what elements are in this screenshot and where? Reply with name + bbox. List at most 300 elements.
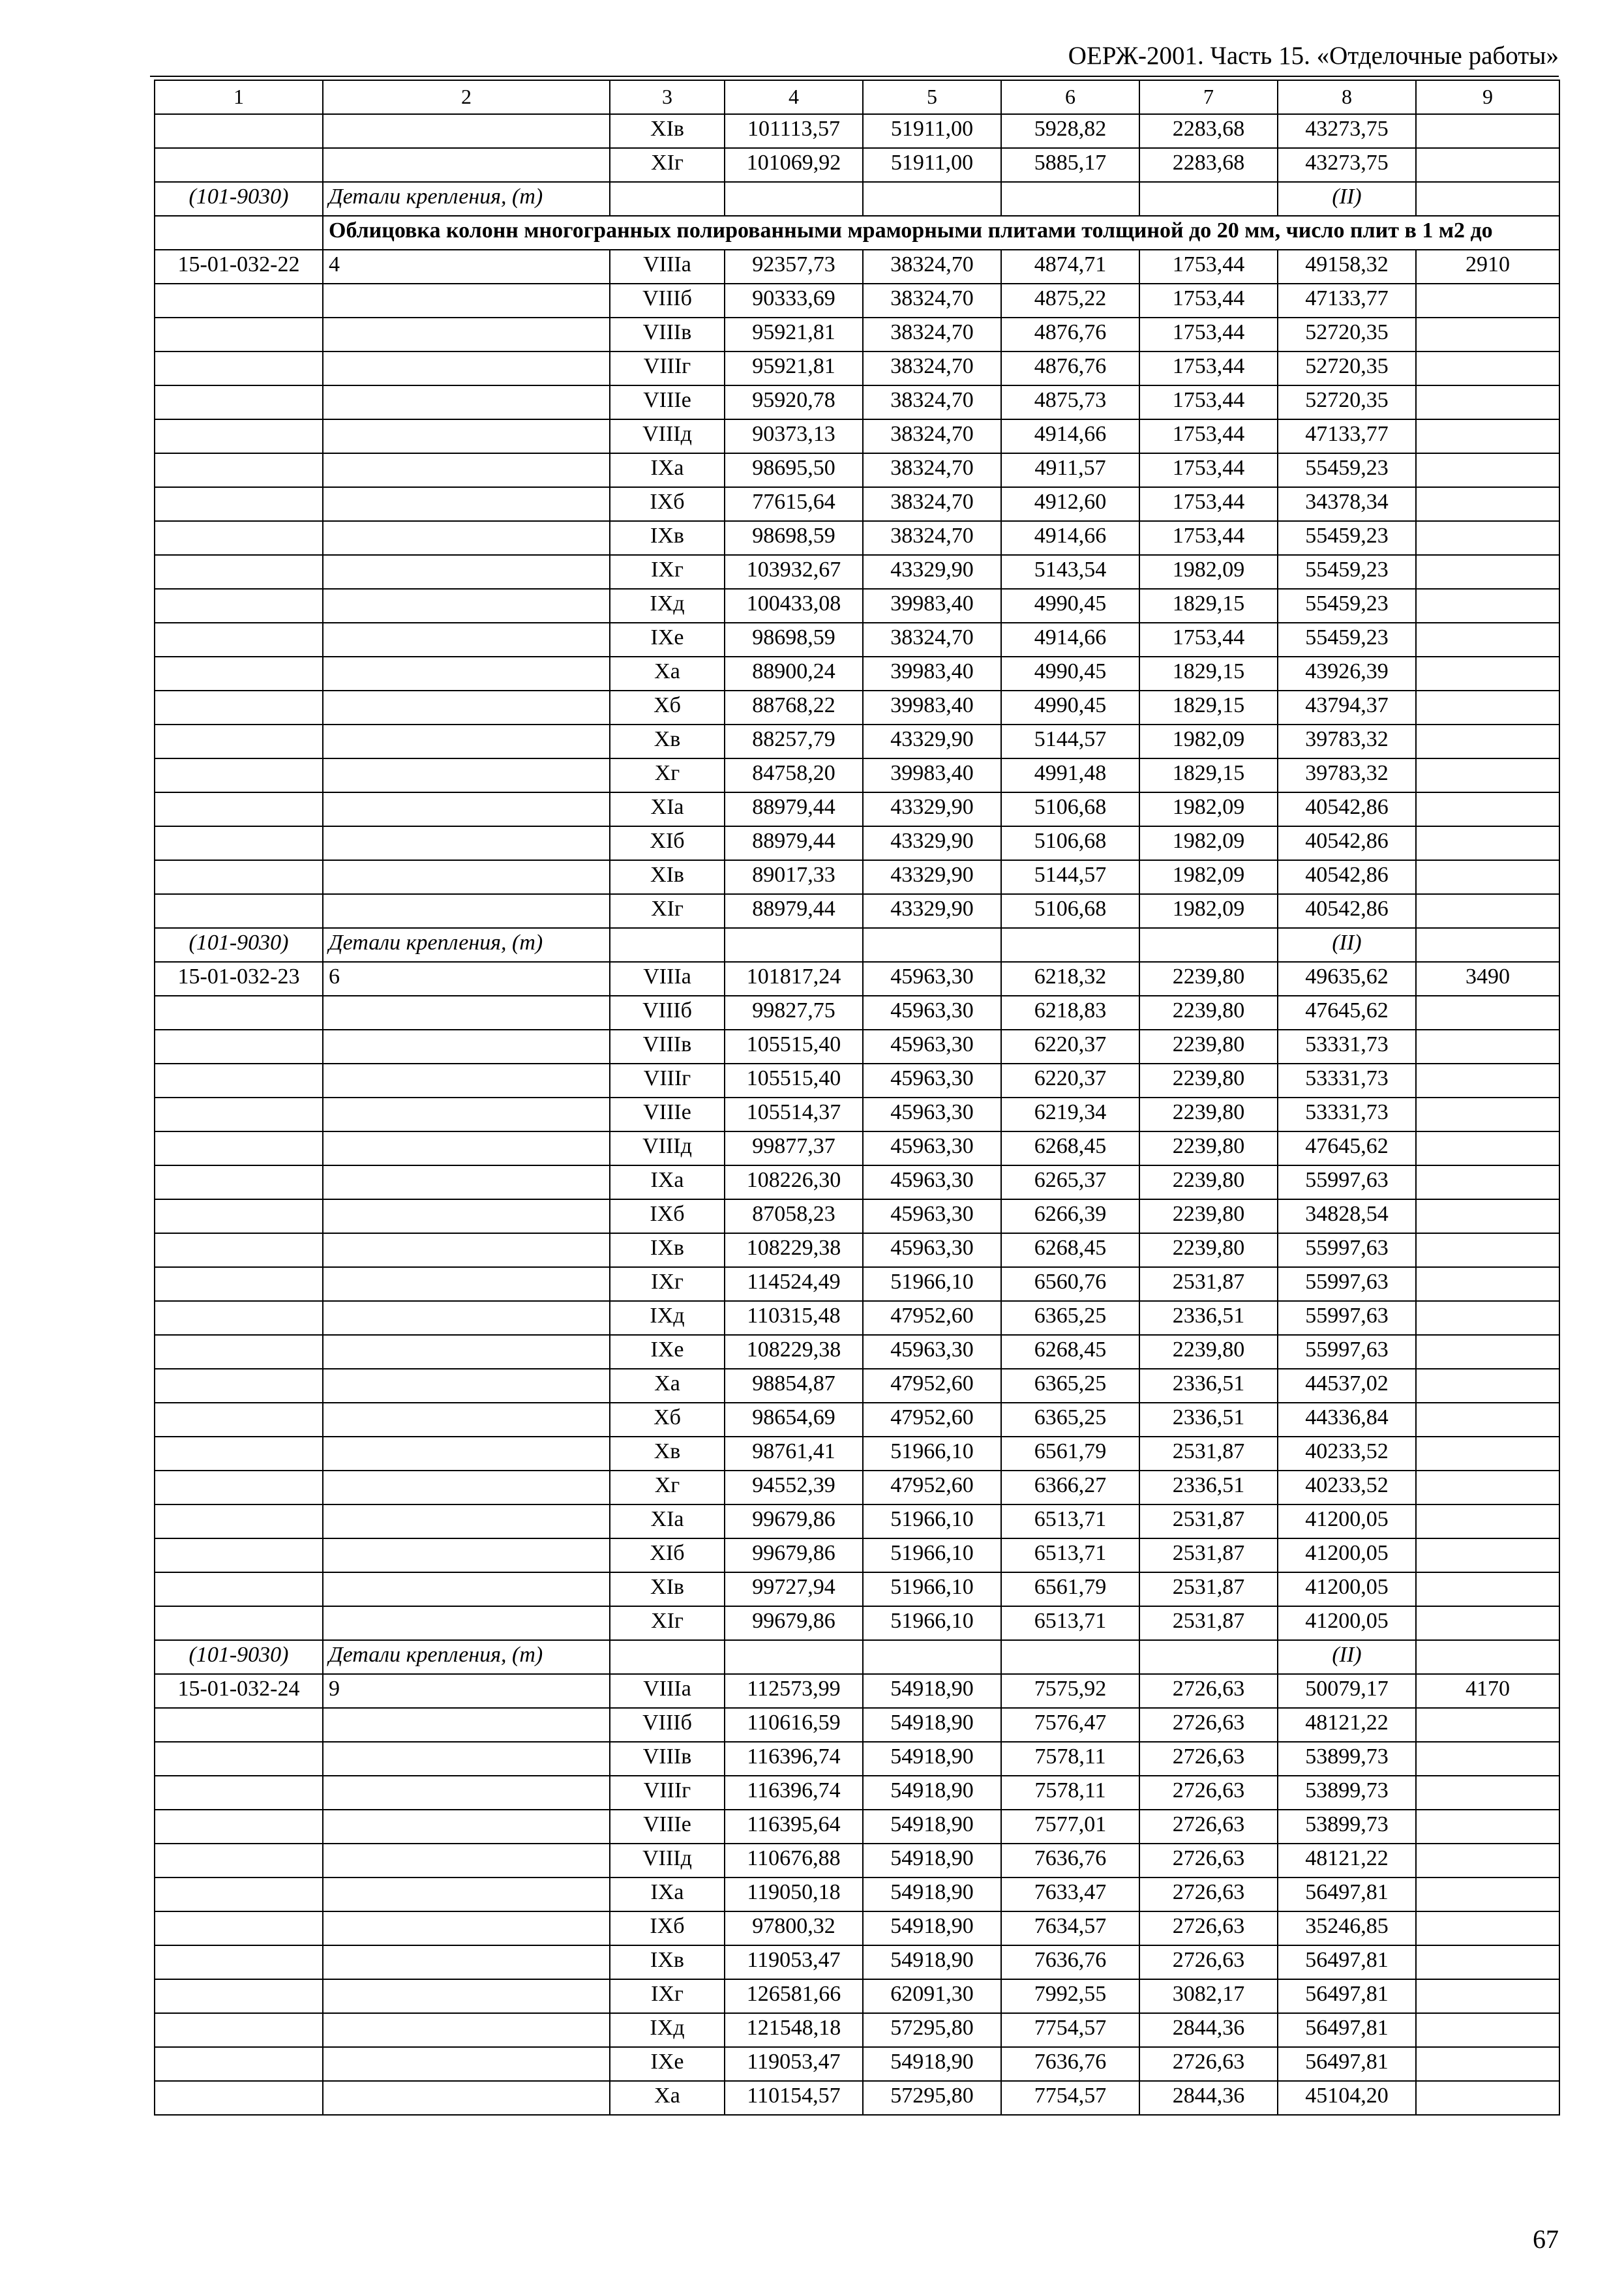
value-cell: 45963,30 xyxy=(863,1165,1001,1199)
value-cell: 52720,35 xyxy=(1278,318,1416,352)
zone-cell: VIIIг xyxy=(610,1776,725,1810)
value-cell: 2726,63 xyxy=(1139,1844,1278,1878)
value-cell: 105514,37 xyxy=(725,1098,863,1131)
value-cell: 51966,10 xyxy=(863,1504,1001,1538)
value-cell: 56497,81 xyxy=(1278,2013,1416,2047)
value-cell: 1982,09 xyxy=(1139,725,1278,758)
last-cell xyxy=(1416,826,1559,860)
last-cell xyxy=(1416,792,1559,826)
value-cell: 4990,45 xyxy=(1001,657,1139,691)
value-cell xyxy=(863,1640,1001,1674)
value-cell: 87058,23 xyxy=(725,1199,863,1233)
table-row xyxy=(155,352,1559,385)
code-cell xyxy=(155,419,323,453)
value-cell: 95921,81 xyxy=(725,318,863,352)
value-cell: 54918,90 xyxy=(863,1911,1001,1945)
page-number: 67 xyxy=(1533,2224,1559,2254)
value-cell: 116396,74 xyxy=(725,1742,863,1776)
value-cell: 38324,70 xyxy=(863,521,1001,555)
value-cell: 1753,44 xyxy=(1139,521,1278,555)
zone-cell: VIIIд xyxy=(610,1844,725,1878)
value-cell: 77615,64 xyxy=(725,487,863,521)
value-cell: 110676,88 xyxy=(725,1844,863,1878)
zone-cell: XIв xyxy=(610,860,725,894)
value-cell: 6218,32 xyxy=(1001,962,1139,996)
last-cell xyxy=(1416,1301,1559,1335)
value-cell: 1753,44 xyxy=(1139,623,1278,657)
value-cell: 45963,30 xyxy=(863,1064,1001,1098)
code-cell xyxy=(155,148,323,182)
last-cell xyxy=(1416,352,1559,385)
last-cell xyxy=(1416,1064,1559,1098)
code-cell xyxy=(155,1572,323,1606)
table-row xyxy=(155,1098,1559,1131)
value-cell: 5106,68 xyxy=(1001,894,1139,928)
value-cell: 2726,63 xyxy=(1139,1742,1278,1776)
value-cell: 53899,73 xyxy=(1278,1776,1416,1810)
last-cell xyxy=(1416,1165,1559,1199)
value-cell: 121548,18 xyxy=(725,2013,863,2047)
table-row xyxy=(155,1030,1559,1064)
table-row xyxy=(155,1165,1559,1199)
zone-cell: IXг xyxy=(610,1979,725,2013)
value-cell: 47952,60 xyxy=(863,1301,1001,1335)
code-cell xyxy=(155,1233,323,1267)
value-cell: 35246,85 xyxy=(1278,1911,1416,1945)
value-cell: 39783,32 xyxy=(1278,758,1416,792)
table-row xyxy=(155,1233,1559,1267)
value-cell xyxy=(1139,1640,1278,1674)
value-cell: 54918,90 xyxy=(863,2047,1001,2081)
value-cell: 38324,70 xyxy=(863,284,1001,318)
value-cell: 2726,63 xyxy=(1139,1674,1278,1708)
zone-cell: IXв xyxy=(610,1233,725,1267)
last-cell xyxy=(1416,725,1559,758)
table-row xyxy=(155,1538,1559,1572)
zone-cell: Xг xyxy=(610,758,725,792)
value-cell: 38324,70 xyxy=(863,453,1001,487)
value-cell: 54918,90 xyxy=(863,1945,1001,1979)
value-cell: 2239,80 xyxy=(1139,1064,1278,1098)
zone-cell: IXд xyxy=(610,589,725,623)
value-cell: 56497,81 xyxy=(1278,1878,1416,1911)
value-cell: 55997,63 xyxy=(1278,1233,1416,1267)
code-cell xyxy=(155,792,323,826)
section-title-row xyxy=(155,216,1559,250)
value-cell: 2283,68 xyxy=(1139,148,1278,182)
table-row xyxy=(155,521,1559,555)
code-cell xyxy=(155,453,323,487)
code-cell xyxy=(155,487,323,521)
zone-cell: VIIIе xyxy=(610,385,725,419)
code-cell xyxy=(155,623,323,657)
plates-cell xyxy=(323,589,610,623)
plates-cell xyxy=(323,2047,610,2081)
plates-cell xyxy=(323,1708,610,1742)
value-cell: 5885,17 xyxy=(1001,148,1139,182)
value-cell: 1753,44 xyxy=(1139,487,1278,521)
value-cell: 99727,94 xyxy=(725,1572,863,1606)
plates-cell xyxy=(323,2013,610,2047)
value-cell: 98698,59 xyxy=(725,521,863,555)
value-cell: 1753,44 xyxy=(1139,250,1278,284)
table-row xyxy=(155,1776,1559,1810)
value-cell: 7636,76 xyxy=(1001,1844,1139,1878)
zone-cell: IXб xyxy=(610,487,725,521)
last-cell xyxy=(1416,1369,1559,1403)
value-cell: 49635,62 xyxy=(1278,962,1416,996)
zone-cell: IXд xyxy=(610,2013,725,2047)
value-cell: 53331,73 xyxy=(1278,1098,1416,1131)
value-cell: 51911,00 xyxy=(863,114,1001,148)
last-cell xyxy=(1416,419,1559,453)
value-cell: 1982,09 xyxy=(1139,860,1278,894)
last-cell xyxy=(1416,1199,1559,1233)
code-cell: 15-01-032-24 xyxy=(155,1674,323,1708)
table-row xyxy=(155,1911,1559,1945)
value-cell: 49158,32 xyxy=(1278,250,1416,284)
plates-cell xyxy=(323,1335,610,1369)
code-cell xyxy=(155,589,323,623)
value-cell: 4911,57 xyxy=(1001,453,1139,487)
value-cell: 2283,68 xyxy=(1139,114,1278,148)
value-cell: 2726,63 xyxy=(1139,1708,1278,1742)
value-cell: 43273,75 xyxy=(1278,148,1416,182)
value-cell: 55459,23 xyxy=(1278,555,1416,589)
table-row xyxy=(155,1504,1559,1538)
table-row xyxy=(155,758,1559,792)
zone-cell: XIб xyxy=(610,1538,725,1572)
table-row xyxy=(155,1403,1559,1437)
value-cell: 2336,51 xyxy=(1139,1369,1278,1403)
value-cell: 98654,69 xyxy=(725,1403,863,1437)
value-cell: 6365,25 xyxy=(1001,1403,1139,1437)
last-cell xyxy=(1416,114,1559,148)
value-cell xyxy=(1139,928,1278,962)
last-cell xyxy=(1416,1911,1559,1945)
value-cell: 119053,47 xyxy=(725,1945,863,1979)
fixings-value: (II) xyxy=(1278,182,1416,216)
last-cell xyxy=(1416,996,1559,1030)
value-cell xyxy=(863,182,1001,216)
value-cell: 7634,57 xyxy=(1001,1911,1139,1945)
value-cell: 126581,66 xyxy=(725,1979,863,2013)
value-cell: 101817,24 xyxy=(725,962,863,996)
plates-cell xyxy=(323,2081,610,2115)
last-cell xyxy=(1416,1708,1559,1742)
code-cell xyxy=(155,352,323,385)
plates-cell xyxy=(323,318,610,352)
value-cell: 62091,30 xyxy=(863,1979,1001,2013)
table-row xyxy=(155,1301,1559,1335)
value-cell: 40542,86 xyxy=(1278,792,1416,826)
code-cell xyxy=(155,1030,323,1064)
value-cell: 6218,83 xyxy=(1001,996,1139,1030)
last-cell: 4170 xyxy=(1416,1674,1559,1708)
value-cell: 1753,44 xyxy=(1139,385,1278,419)
code-cell xyxy=(155,385,323,419)
value-cell: 55997,63 xyxy=(1278,1335,1416,1369)
last-cell xyxy=(1416,555,1559,589)
value-cell: 99679,86 xyxy=(725,1606,863,1640)
table-row xyxy=(155,894,1559,928)
value-cell: 2239,80 xyxy=(1139,1335,1278,1369)
zone-cell: VIIIе xyxy=(610,1098,725,1131)
fixings-label: Детали крепления, (т) xyxy=(323,928,610,962)
plates-cell xyxy=(323,894,610,928)
table-row xyxy=(155,1064,1559,1098)
value-cell: 88257,79 xyxy=(725,725,863,758)
value-cell: 39983,40 xyxy=(863,691,1001,725)
table-row xyxy=(155,453,1559,487)
last-cell xyxy=(1416,928,1559,962)
value-cell: 116396,74 xyxy=(725,1776,863,1810)
plates-cell xyxy=(323,996,610,1030)
value-cell: 2239,80 xyxy=(1139,1131,1278,1165)
value-cell: 2531,87 xyxy=(1139,1572,1278,1606)
code-cell xyxy=(155,1742,323,1776)
value-cell: 54918,90 xyxy=(863,1810,1001,1844)
table-row xyxy=(155,826,1559,860)
plates-cell xyxy=(323,1369,610,1403)
value-cell: 5144,57 xyxy=(1001,725,1139,758)
code-cell xyxy=(155,2047,323,2081)
code-cell xyxy=(155,657,323,691)
code-cell xyxy=(155,1369,323,1403)
value-cell: 6513,71 xyxy=(1001,1538,1139,1572)
table-row xyxy=(155,623,1559,657)
code-cell xyxy=(155,521,323,555)
zone-cell: IXа xyxy=(610,1165,725,1199)
zone-cell: VIIIб xyxy=(610,284,725,318)
value-cell: 108229,38 xyxy=(725,1233,863,1267)
fixings-code: (101-9030) xyxy=(155,928,323,962)
code-cell xyxy=(155,2081,323,2115)
value-cell: 1829,15 xyxy=(1139,691,1278,725)
table-row xyxy=(155,962,1559,996)
code-cell xyxy=(155,284,323,318)
value-cell: 38324,70 xyxy=(863,385,1001,419)
last-cell xyxy=(1416,1030,1559,1064)
zone-cell: IXб xyxy=(610,1199,725,1233)
value-cell: 56497,81 xyxy=(1278,1979,1416,2013)
value-cell: 84758,20 xyxy=(725,758,863,792)
value-cell: 88979,44 xyxy=(725,792,863,826)
value-cell: 5928,82 xyxy=(1001,114,1139,148)
value-cell: 52720,35 xyxy=(1278,352,1416,385)
value-cell: 55997,63 xyxy=(1278,1165,1416,1199)
fixings-row xyxy=(155,928,1559,962)
plates-cell xyxy=(323,1606,610,1640)
page-header-title: ОЕРЖ-2001. Часть 15. «Отделочные работы» xyxy=(1068,42,1559,70)
last-cell xyxy=(1416,623,1559,657)
price-table xyxy=(154,80,1560,2116)
last-cell xyxy=(1416,1572,1559,1606)
value-cell: 99679,86 xyxy=(725,1538,863,1572)
table-row xyxy=(155,691,1559,725)
value-cell: 56497,81 xyxy=(1278,2047,1416,2081)
value-cell: 110315,48 xyxy=(725,1301,863,1335)
last-cell xyxy=(1416,453,1559,487)
value-cell xyxy=(1001,1640,1139,1674)
value-cell: 48121,22 xyxy=(1278,1844,1416,1878)
value-cell: 7633,47 xyxy=(1001,1878,1139,1911)
value-cell: 2239,80 xyxy=(1139,1030,1278,1064)
plates-cell xyxy=(323,555,610,589)
zone-cell: Xв xyxy=(610,725,725,758)
last-cell xyxy=(1416,385,1559,419)
fixings-label: Детали крепления, (т) xyxy=(323,1640,610,1674)
value-cell: 105515,40 xyxy=(725,1064,863,1098)
zone-cell: VIIIв xyxy=(610,1030,725,1064)
value-cell: 2531,87 xyxy=(1139,1267,1278,1301)
value-cell: 43273,75 xyxy=(1278,114,1416,148)
code-cell xyxy=(155,114,323,148)
value-cell: 88979,44 xyxy=(725,826,863,860)
value-cell: 45963,30 xyxy=(863,1233,1001,1267)
value-cell: 1982,09 xyxy=(1139,894,1278,928)
last-cell xyxy=(1416,1606,1559,1640)
value-cell: 98761,41 xyxy=(725,1437,863,1471)
zone-cell: VIIIе xyxy=(610,1810,725,1844)
value-cell: 40542,86 xyxy=(1278,826,1416,860)
value-cell: 1829,15 xyxy=(1139,758,1278,792)
zone-cell: XIг xyxy=(610,148,725,182)
code-cell xyxy=(155,1437,323,1471)
value-cell: 4875,73 xyxy=(1001,385,1139,419)
table-row xyxy=(155,1572,1559,1606)
code-cell xyxy=(155,758,323,792)
table-row xyxy=(155,792,1559,826)
table-row xyxy=(155,589,1559,623)
zone-cell: IXе xyxy=(610,2047,725,2081)
value-cell: 45963,30 xyxy=(863,1131,1001,1165)
zone-cell xyxy=(610,1640,725,1674)
table-row xyxy=(155,2047,1559,2081)
code-cell xyxy=(155,860,323,894)
value-cell: 95920,78 xyxy=(725,385,863,419)
value-cell xyxy=(725,182,863,216)
value-cell: 55997,63 xyxy=(1278,1267,1416,1301)
zone-cell: IXе xyxy=(610,623,725,657)
last-cell xyxy=(1416,182,1559,216)
value-cell: 4991,48 xyxy=(1001,758,1139,792)
code-cell xyxy=(155,1471,323,1504)
code-cell xyxy=(155,1844,323,1878)
table-row xyxy=(155,318,1559,352)
last-cell xyxy=(1416,1538,1559,1572)
value-cell: 7576,47 xyxy=(1001,1708,1139,1742)
zone-cell: IXв xyxy=(610,521,725,555)
value-cell: 52720,35 xyxy=(1278,385,1416,419)
value-cell: 2726,63 xyxy=(1139,1945,1278,1979)
value-cell: 53331,73 xyxy=(1278,1030,1416,1064)
value-cell: 7578,11 xyxy=(1001,1776,1139,1810)
zone-cell: XIг xyxy=(610,894,725,928)
table-row xyxy=(155,148,1559,182)
plates-cell xyxy=(323,1403,610,1437)
value-cell: 4914,66 xyxy=(1001,521,1139,555)
plates-cell xyxy=(323,657,610,691)
value-cell: 6268,45 xyxy=(1001,1233,1139,1267)
code-cell xyxy=(155,996,323,1030)
value-cell: 7992,55 xyxy=(1001,1979,1139,2013)
value-cell: 2239,80 xyxy=(1139,996,1278,1030)
value-cell: 45104,20 xyxy=(1278,2081,1416,2115)
last-cell xyxy=(1416,691,1559,725)
value-cell: 40542,86 xyxy=(1278,860,1416,894)
last-cell xyxy=(1416,1810,1559,1844)
value-cell: 47952,60 xyxy=(863,1403,1001,1437)
zone-cell: XIб xyxy=(610,826,725,860)
value-cell: 56497,81 xyxy=(1278,1945,1416,1979)
zone-cell: IXа xyxy=(610,1878,725,1911)
value-cell: 2336,51 xyxy=(1139,1403,1278,1437)
value-cell: 54918,90 xyxy=(863,1708,1001,1742)
value-cell: 99679,86 xyxy=(725,1504,863,1538)
value-cell: 1753,44 xyxy=(1139,419,1278,453)
value-cell: 7636,76 xyxy=(1001,2047,1139,2081)
table-row xyxy=(155,1945,1559,1979)
code-cell xyxy=(155,1979,323,2013)
last-cell xyxy=(1416,1437,1559,1471)
value-cell: 116395,64 xyxy=(725,1810,863,1844)
table-row xyxy=(155,2013,1559,2047)
fixings-value: (II) xyxy=(1278,928,1416,962)
value-cell: 88768,22 xyxy=(725,691,863,725)
table-row xyxy=(155,284,1559,318)
last-cell xyxy=(1416,657,1559,691)
value-cell: 98698,59 xyxy=(725,623,863,657)
value-cell: 38324,70 xyxy=(863,487,1001,521)
value-cell: 1982,09 xyxy=(1139,826,1278,860)
value-cell: 51966,10 xyxy=(863,1538,1001,1572)
plates-cell xyxy=(323,1911,610,1945)
last-cell xyxy=(1416,1335,1559,1369)
value-cell: 2726,63 xyxy=(1139,1810,1278,1844)
header-rule xyxy=(150,76,1559,77)
last-cell xyxy=(1416,487,1559,521)
value-cell: 101069,92 xyxy=(725,148,863,182)
last-cell xyxy=(1416,1233,1559,1267)
code-cell xyxy=(155,1064,323,1098)
value-cell xyxy=(863,928,1001,962)
value-cell: 99877,37 xyxy=(725,1131,863,1165)
value-cell: 51911,00 xyxy=(863,148,1001,182)
value-cell: 4876,76 xyxy=(1001,318,1139,352)
zone-cell: XIа xyxy=(610,1504,725,1538)
value-cell: 43329,90 xyxy=(863,826,1001,860)
zone-cell xyxy=(610,182,725,216)
code-cell xyxy=(155,2013,323,2047)
table-row xyxy=(155,1844,1559,1878)
last-cell xyxy=(1416,284,1559,318)
last-cell: 3490 xyxy=(1416,962,1559,996)
code-cell xyxy=(155,691,323,725)
zone-cell: IXе xyxy=(610,1335,725,1369)
value-cell: 6268,45 xyxy=(1001,1131,1139,1165)
code-cell xyxy=(155,1098,323,1131)
code-cell xyxy=(155,1165,323,1199)
plates-cell xyxy=(323,1742,610,1776)
value-cell: 2531,87 xyxy=(1139,1538,1278,1572)
zone-cell: IXб xyxy=(610,1911,725,1945)
code-cell xyxy=(155,1403,323,1437)
plates-cell xyxy=(323,1064,610,1098)
last-cell xyxy=(1416,1267,1559,1301)
value-cell: 4875,22 xyxy=(1001,284,1139,318)
value-cell: 54918,90 xyxy=(863,1742,1001,1776)
